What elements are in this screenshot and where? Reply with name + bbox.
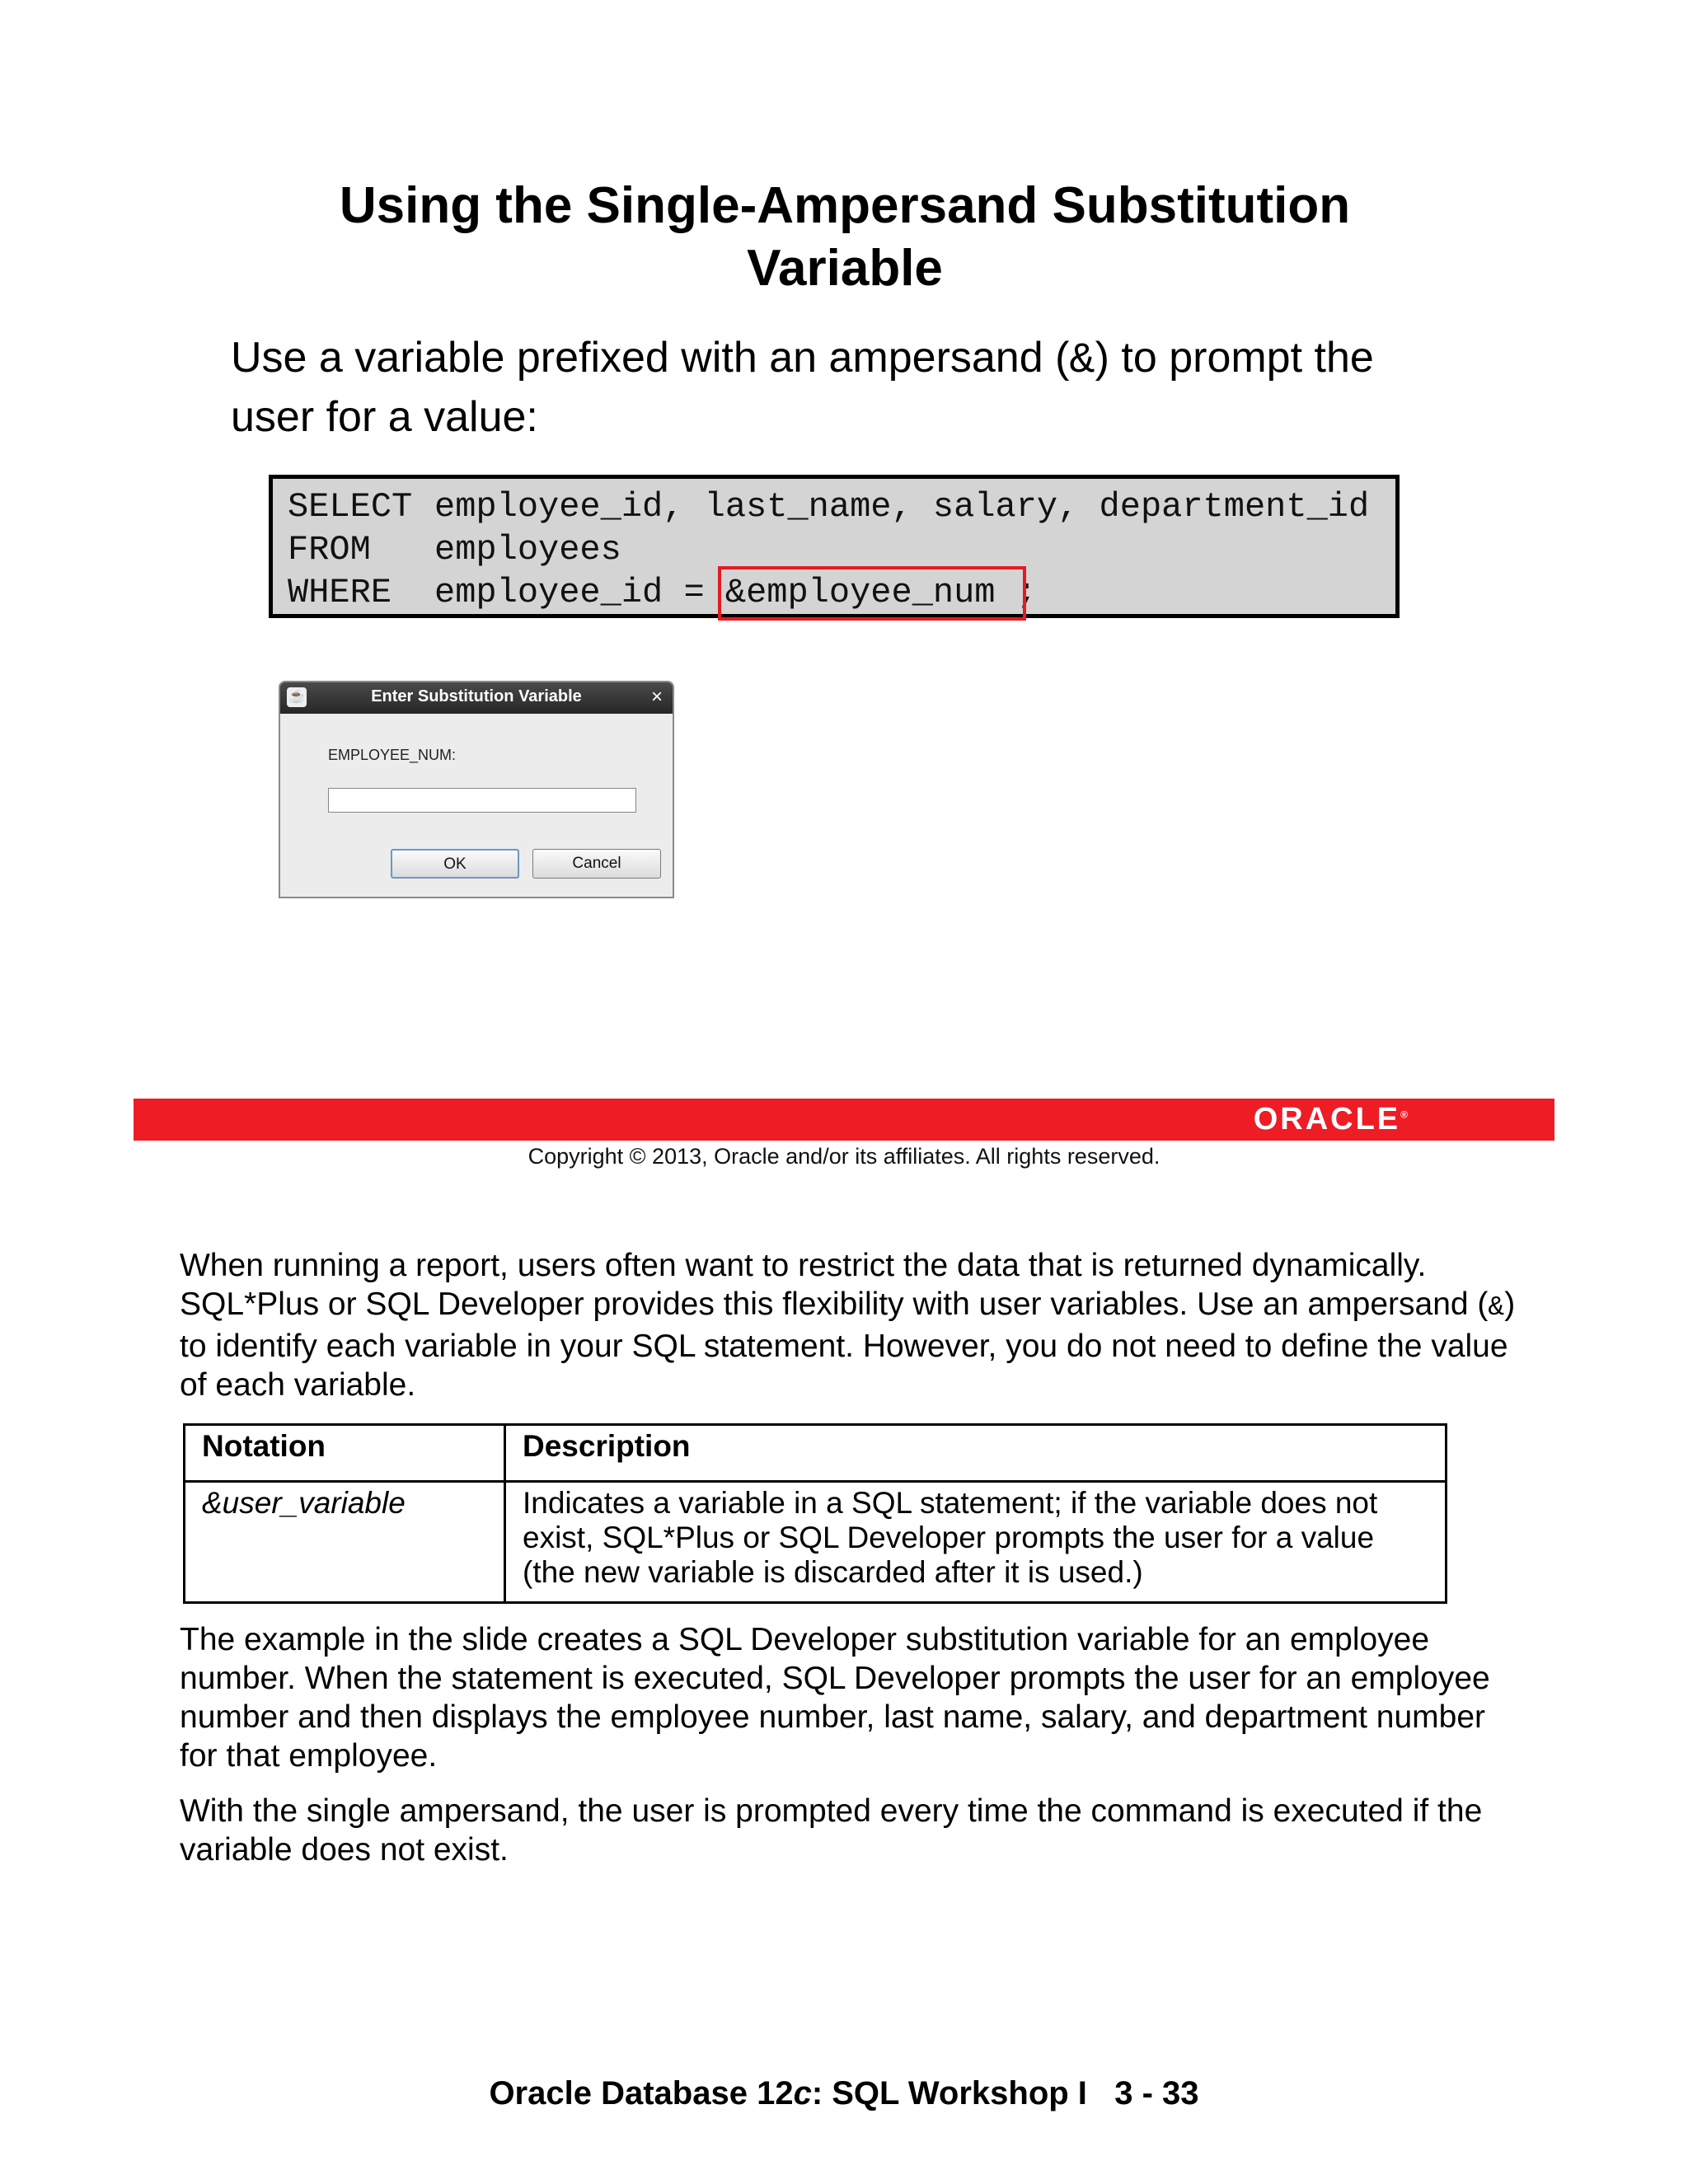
intro-part1: Use a variable prefixed with an ampersand (	[231, 334, 1070, 382]
copyright-text: Copyright © 2013, Oracle and/or its affiliates. All rights reserved.	[528, 1144, 1160, 1169]
employee-num-label: EMPLOYEE_NUM:	[328, 747, 457, 763]
cell-description: Indicates a variable in a SQL statement; if the variable does not exist, SQL*Plus or SQL Developer prompts the user for a value (the new variable is discarded after it is used.)	[505, 1482, 1447, 1603]
table-header-row	[185, 1425, 1447, 1482]
code-line-from	[288, 528, 621, 571]
substitution-variable-dialog	[279, 681, 674, 898]
cell-notation: &user_variable	[185, 1482, 505, 1603]
slide-intro-text	[231, 330, 1467, 445]
notes-p1-part1: When running a report, users often want to restrict the data that is returned dynamically. SQL*Plus or SQL Developer provides this flexibility with user variables. Use an ampersand (	[180, 1248, 1489, 1322]
code-line-select	[288, 485, 1369, 528]
oracle-logo-text: ORACLE	[1253, 1102, 1401, 1137]
close-icon[interactable]: ×	[650, 686, 663, 708]
code-select-columns: employee_id, last_name, salary, department_id	[434, 487, 1370, 527]
header-notation: Notation	[185, 1425, 505, 1482]
oracle-logo	[1254, 1102, 1408, 1137]
page-footer	[0, 2075, 1688, 2112]
sql-code-box	[269, 475, 1400, 618]
code-terminator: ;	[995, 573, 1037, 612]
notes-p1-ampersand: &	[1488, 1292, 1505, 1323]
header-description: Description	[505, 1425, 1447, 1482]
dialog-titlebar	[280, 682, 673, 714]
intro-ampersand: &	[1069, 336, 1095, 385]
oracle-red-band	[134, 1099, 1554, 1141]
dialog-title: Enter Substitution Variable	[371, 687, 582, 705]
table-row	[185, 1482, 1447, 1603]
code-substitution-variable: &employee_num	[724, 573, 996, 612]
notes-p1-part2: ) to identify each variable in your SQL statement. However, you do not need to define the value of each variable.	[180, 1286, 1516, 1403]
notes-paragraph-1	[180, 1246, 1531, 1404]
java-app-icon: ☕	[287, 687, 307, 707]
code-keyword-where: WHERE	[288, 573, 392, 612]
code-keyword-select: SELECT	[288, 487, 413, 527]
registered-mark: ®	[1400, 1108, 1408, 1121]
footer-text-a: Oracle Database 12	[489, 2075, 794, 2111]
code-keyword-from: FROM	[288, 530, 371, 569]
intro-part2: ) to prompt the user for a value:	[231, 334, 1374, 441]
notes-paragraph-2: The example in the slide creates a SQL Developer substitution variable for an employee number. When the statement is executed, SQL Developer prompts the user for an employee number and then displays the employee number, last name, salary, and department number for that employee.	[180, 1622, 1490, 1774]
notes-paragraph-3: With the single ampersand, the user is prompted every time the command is executed if the variable does not exist.	[180, 1793, 1483, 1868]
slide-title-line1: Using the Single-Ampersand Substitution	[339, 177, 1351, 234]
code-from-table: employees	[434, 530, 621, 569]
footer-text-b: : SQL Workshop I 3 - 33	[811, 2075, 1199, 2111]
cancel-button[interactable]: Cancel	[532, 849, 661, 879]
slide-title-line2: Variable	[747, 240, 943, 297]
code-where-condition: employee_id =	[434, 573, 725, 612]
notation-table	[183, 1423, 1447, 1604]
slide-title	[247, 175, 1442, 300]
footer-text-c: c	[793, 2075, 812, 2111]
ok-button[interactable]: OK	[391, 849, 519, 879]
employee-num-input[interactable]	[328, 788, 636, 813]
variable-highlight-box	[718, 566, 1026, 621]
